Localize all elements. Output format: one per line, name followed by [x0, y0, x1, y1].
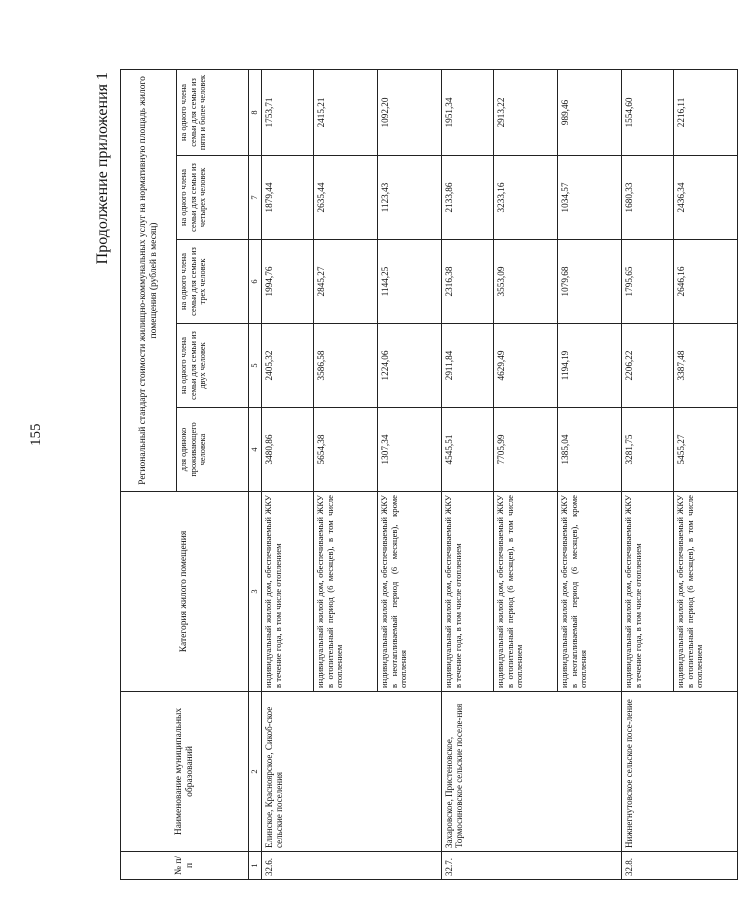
appendix-title: Продолжение приложения 1	[94, 72, 111, 265]
value-family-5: 1554,60	[621, 69, 673, 155]
page-number: 155	[28, 423, 44, 446]
housing-category: индивидуальный жилой дом, обеспечиваемый ЖКУ в неотапливаемый период (6 месяцев), кроме отопления	[377, 492, 441, 692]
value-family-2: 2911,84	[441, 324, 493, 408]
value-family-3: 1079,68	[557, 240, 621, 324]
value-family-4: 1879,44	[261, 156, 313, 240]
header-standard: Региональный стандарт стоимости жилищно-коммунальных услуг на нормативную площадь жилого помещения (рублей в месяц)	[121, 69, 177, 491]
housing-category: индивидуальный жилой дом, обеспечиваемый ЖКУ в отопительный период (6 месяцев), в том числе отоплением	[313, 492, 377, 692]
row-number: 32.7.	[441, 852, 621, 880]
value-family-4: 1680,33	[621, 156, 673, 240]
value-family-2: 3387,48	[673, 324, 737, 408]
value-family-5: 989,46	[557, 69, 621, 155]
table-row	[441, 69, 493, 879]
header-single: для одиноко проживающего человека	[177, 408, 249, 492]
value-single: 3281,75	[621, 408, 673, 492]
value-single: 4545,51	[441, 408, 493, 492]
housing-category: индивидуальный жилой дом, обеспечиваемый ЖКУ в неотапливаемый период (6 месяцев), кроме отопления	[557, 492, 621, 692]
column-number: 4	[249, 408, 262, 492]
column-number: 2	[249, 692, 262, 852]
value-family-2: 1194,19	[557, 324, 621, 408]
value-single: 1307,34	[377, 408, 441, 492]
value-family-3: 1994,76	[261, 240, 313, 324]
table-row	[621, 69, 673, 879]
value-family-4: 2635,44	[313, 156, 377, 240]
value-family-2: 2206,22	[621, 324, 673, 408]
value-family-2: 3586,58	[313, 324, 377, 408]
housing-category: индивидуальный жилой дом, обеспечиваемый ЖКУ в отопительный период (6 месяцев), в том числе отоплением	[673, 492, 737, 692]
value-family-5: 1951,34	[441, 69, 493, 155]
value-family-4: 1034,57	[557, 156, 621, 240]
value-family-3: 2646,16	[673, 240, 737, 324]
value-family-3: 3553,09	[493, 240, 557, 324]
value-family-3: 2845,27	[313, 240, 377, 324]
value-single: 5654,38	[313, 408, 377, 492]
value-family-3: 1795,65	[621, 240, 673, 324]
table-row	[261, 69, 313, 879]
column-number: 6	[249, 240, 262, 324]
value-family-3: 2316,38	[441, 240, 493, 324]
header-family-2: на одного члена семьи для семьи из двух человек	[177, 324, 249, 408]
value-family-2: 4629,49	[493, 324, 557, 408]
header-family-3: на одного члена семьи для семьи из трех человек	[177, 240, 249, 324]
value-single: 7705,99	[493, 408, 557, 492]
housing-category: индивидуальный жилой дом, обеспечиваемый ЖКУ в течение года, в том числе отоплением	[621, 492, 673, 692]
municipality-name: Нижнегнутовское сельское посе-ление	[621, 692, 737, 852]
value-family-5: 2913,22	[493, 69, 557, 155]
value-single: 1385,04	[557, 408, 621, 492]
value-family-5: 2216,11	[673, 69, 737, 155]
header-category: Категория жилого помещения	[121, 492, 249, 692]
value-family-5: 1092,20	[377, 69, 441, 155]
housing-category: индивидуальный жилой дом, обеспечиваемый ЖКУ в течение года, в том числе отоплением	[441, 492, 493, 692]
column-number: 3	[249, 492, 262, 692]
value-family-4: 2133,86	[441, 156, 493, 240]
rotated-page-content	[94, 70, 705, 880]
housing-cost-table	[120, 69, 738, 880]
header-no: № п/п	[121, 852, 249, 880]
value-single: 5455,27	[673, 408, 737, 492]
value-family-4: 2436,34	[673, 156, 737, 240]
row-number: 32.8.	[621, 852, 737, 880]
value-family-3: 1144,25	[377, 240, 441, 324]
value-family-5: 1753,71	[261, 69, 313, 155]
municipality-name: Захаровское, Пристеновское, Тормосиновское сельские поселе-ния	[441, 692, 621, 852]
value-family-5: 2415,21	[313, 69, 377, 155]
housing-category: индивидуальный жилой дом, обеспечиваемый ЖКУ в течение года, в том числе отоплением	[261, 492, 313, 692]
header-municipality: Наименование муниципальных образований	[121, 692, 249, 852]
value-family-2: 2405,32	[261, 324, 313, 408]
header-family-4: на одного члена семьи для семьи из четырех человек	[177, 156, 249, 240]
header-family-5: на одного члена семьи для семьи из пяти и более человек	[177, 69, 249, 155]
column-number: 7	[249, 156, 262, 240]
housing-category: индивидуальный жилой дом, обеспечиваемый ЖКУ в отопительный период (6 месяцев), в том числе отоплением	[493, 492, 557, 692]
value-single: 3480,86	[261, 408, 313, 492]
municipality-name: Елинское, Красноярское, Сикоб-ское сельские поселения	[261, 692, 441, 852]
value-family-4: 3233,16	[493, 156, 557, 240]
column-number: 5	[249, 324, 262, 408]
value-family-4: 1123,43	[377, 156, 441, 240]
column-number: 1	[249, 852, 262, 880]
column-number: 8	[249, 69, 262, 155]
row-number: 32.6.	[261, 852, 441, 880]
value-family-2: 1224,06	[377, 324, 441, 408]
